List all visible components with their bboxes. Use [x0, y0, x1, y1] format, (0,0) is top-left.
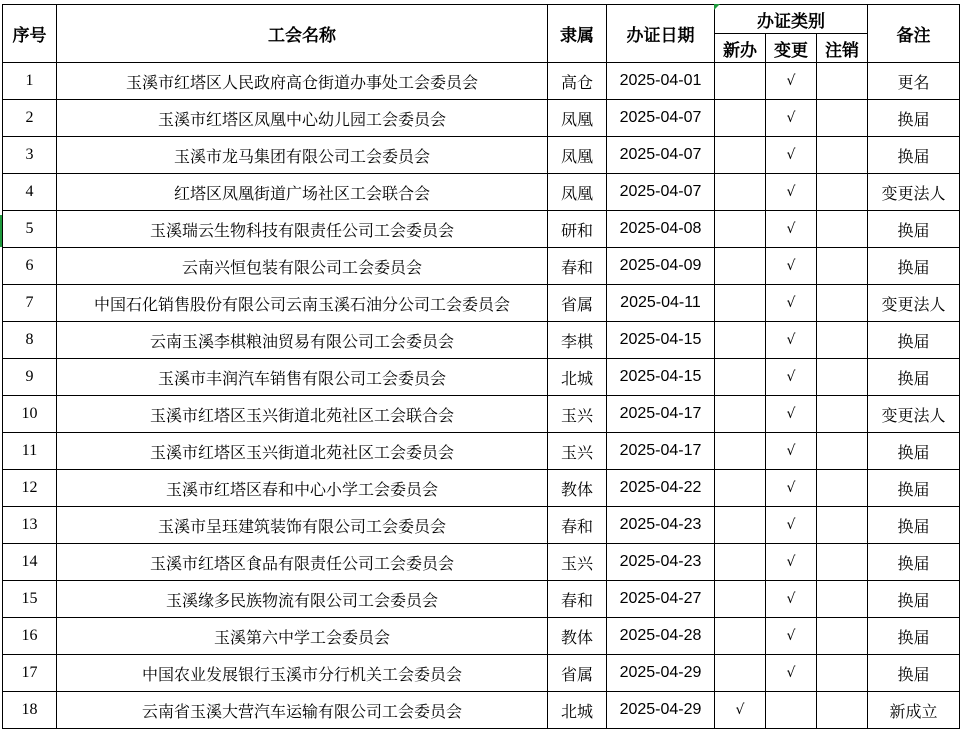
table-row: [3, 581, 960, 618]
cell-date[interactable]: 2025-04-29: [607, 655, 715, 692]
cell-remark[interactable]: 换届: [868, 100, 960, 137]
table-row: [3, 433, 960, 470]
cell-seq[interactable]: 3: [3, 137, 57, 174]
cell-union-name[interactable]: 玉溪瑞云生物科技有限责任公司工会委员会: [57, 211, 548, 248]
cell-union-name[interactable]: 中国石化销售股份有限公司云南玉溪石油分公司工会委员会: [57, 285, 548, 322]
cell-category-new[interactable]: [715, 507, 766, 544]
cell-date[interactable]: 2025-04-28: [607, 618, 715, 655]
cell-category-new[interactable]: [715, 285, 766, 322]
cell-date[interactable]: 2025-04-07: [607, 100, 715, 137]
cell-category-change[interactable]: √: [766, 655, 817, 692]
cell-category-new[interactable]: [715, 544, 766, 581]
header-category[interactable]: 办证类别: [715, 5, 868, 34]
cell-union-name[interactable]: 玉溪市红塔区人民政府高仓街道办事处工会委员会: [57, 63, 548, 100]
cell-category-change[interactable]: √: [766, 211, 817, 248]
cell-seq[interactable]: 5: [3, 211, 57, 248]
header-affiliation[interactable]: 隶属: [548, 5, 607, 63]
cell-affiliation[interactable]: 凤凰: [548, 137, 607, 174]
table-row: [3, 285, 960, 322]
cell-union-name[interactable]: 玉溪市呈珏建筑装饰有限公司工会委员会: [57, 507, 548, 544]
table-row: [3, 544, 960, 581]
table-row: [3, 655, 960, 692]
table-row: [3, 396, 960, 433]
cell-date[interactable]: 2025-04-08: [607, 211, 715, 248]
cell-remark[interactable]: 换届: [868, 248, 960, 285]
table-row: [3, 359, 960, 396]
cell-remark[interactable]: 换届: [868, 137, 960, 174]
cell-union-name[interactable]: 玉溪市红塔区凤凰中心幼儿园工会委员会: [57, 100, 548, 137]
cell-union-name[interactable]: 玉溪市红塔区玉兴街道北苑社区工会联合会: [57, 396, 548, 433]
cell-category-new[interactable]: [715, 433, 766, 470]
cell-category-new[interactable]: [715, 470, 766, 507]
cell-category-cancel[interactable]: [817, 211, 868, 248]
cell-seq[interactable]: 6: [3, 248, 57, 285]
cell-remark[interactable]: 更名: [868, 63, 960, 100]
header-category-new[interactable]: 新办: [715, 34, 766, 63]
table-row: [3, 248, 960, 285]
cell-affiliation[interactable]: 教体: [548, 470, 607, 507]
cell-seq[interactable]: 12: [3, 470, 57, 507]
cell-union-name[interactable]: 玉溪市龙马集团有限公司工会委员会: [57, 137, 548, 174]
cell-union-name[interactable]: 云南玉溪李棋粮油贸易有限公司工会委员会: [57, 322, 548, 359]
cell-category-cancel[interactable]: [817, 174, 868, 211]
cell-category-new[interactable]: [715, 248, 766, 285]
cell-remark[interactable]: 换届: [868, 322, 960, 359]
cell-date[interactable]: 2025-04-17: [607, 396, 715, 433]
cell-category-change[interactable]: √: [766, 396, 817, 433]
header-name[interactable]: 工会名称: [57, 5, 548, 63]
cell-category-cancel[interactable]: [817, 618, 868, 655]
cell-seq[interactable]: 2: [3, 100, 57, 137]
cell-affiliation[interactable]: 凤凰: [548, 174, 607, 211]
cell-seq[interactable]: 17: [3, 655, 57, 692]
cell-category-new[interactable]: [715, 655, 766, 692]
cell-category-change[interactable]: √: [766, 137, 817, 174]
cell-category-change[interactable]: √: [766, 63, 817, 100]
cell-union-name[interactable]: 云南兴恒包装有限公司工会委员会: [57, 248, 548, 285]
cell-seq[interactable]: 15: [3, 581, 57, 618]
cell-affiliation[interactable]: 凤凰: [548, 100, 607, 137]
cell-seq[interactable]: 10: [3, 396, 57, 433]
cell-remark[interactable]: 换届: [868, 433, 960, 470]
cell-date[interactable]: 2025-04-23: [607, 507, 715, 544]
cell-affiliation[interactable]: 春和: [548, 507, 607, 544]
table-row: [3, 100, 960, 137]
cell-category-change[interactable]: √: [766, 618, 817, 655]
cell-category-change[interactable]: √: [766, 544, 817, 581]
cell-category-cancel[interactable]: [817, 137, 868, 174]
cell-union-name[interactable]: 玉溪市红塔区春和中心小学工会委员会: [57, 470, 548, 507]
cell-union-name[interactable]: 玉溪市红塔区玉兴街道北苑社区工会委员会: [57, 433, 548, 470]
cell-affiliation[interactable]: 教体: [548, 618, 607, 655]
cell-affiliation[interactable]: 李棋: [548, 322, 607, 359]
cell-category-change[interactable]: √: [766, 470, 817, 507]
cell-affiliation[interactable]: 北城: [548, 692, 607, 729]
cell-comment-marker: [714, 4, 720, 10]
union-certificate-table: [2, 4, 960, 729]
cell-category-new[interactable]: [715, 396, 766, 433]
cell-category-new[interactable]: [715, 618, 766, 655]
cell-date[interactable]: 2025-04-17: [607, 433, 715, 470]
cell-category-change[interactable]: √: [766, 433, 817, 470]
cell-remark[interactable]: 换届: [868, 211, 960, 248]
cell-category-change[interactable]: √: [766, 285, 817, 322]
cell-category-cancel[interactable]: [817, 581, 868, 618]
header-seq[interactable]: 序号: [3, 5, 57, 63]
cell-category-cancel[interactable]: [817, 655, 868, 692]
cell-remark[interactable]: 变更法人: [868, 285, 960, 322]
cell-date[interactable]: 2025-04-07: [607, 174, 715, 211]
cell-affiliation[interactable]: 玉兴: [548, 544, 607, 581]
cell-remark[interactable]: 变更法人: [868, 396, 960, 433]
table-row: [3, 692, 960, 729]
cell-affiliation[interactable]: 研和: [548, 211, 607, 248]
cell-date[interactable]: 2025-04-11: [607, 285, 715, 322]
cell-date[interactable]: 2025-04-09: [607, 248, 715, 285]
cell-seq[interactable]: 8: [3, 322, 57, 359]
cell-category-cancel[interactable]: [817, 433, 868, 470]
cell-category-cancel[interactable]: [817, 63, 868, 100]
cell-union-name[interactable]: 红塔区凤凰街道广场社区工会联合会: [57, 174, 548, 211]
cell-category-cancel[interactable]: [817, 470, 868, 507]
cell-category-change[interactable]: √: [766, 359, 817, 396]
cell-seq[interactable]: 7: [3, 285, 57, 322]
cell-union-name[interactable]: 玉溪第六中学工会委员会: [57, 618, 548, 655]
cell-union-name[interactable]: 中国农业发展银行玉溪市分行机关工会委员会: [57, 655, 548, 692]
cell-remark[interactable]: 换届: [868, 359, 960, 396]
table-row: [3, 174, 960, 211]
cell-remark[interactable]: 换届: [868, 618, 960, 655]
cell-date[interactable]: 2025-04-27: [607, 581, 715, 618]
cell-union-name[interactable]: 玉溪市红塔区食品有限责任公司工会委员会: [57, 544, 548, 581]
cell-category-change[interactable]: √: [766, 581, 817, 618]
table-row: [3, 63, 960, 100]
cell-category-change[interactable]: √: [766, 322, 817, 359]
table-row: [3, 618, 960, 655]
cell-category-new[interactable]: [715, 137, 766, 174]
cell-remark[interactable]: 换届: [868, 544, 960, 581]
cell-union-name[interactable]: 玉溪市丰润汽车销售有限公司工会委员会: [57, 359, 548, 396]
cell-category-new[interactable]: [715, 63, 766, 100]
cell-category-change[interactable]: [766, 692, 817, 729]
cell-seq[interactable]: 14: [3, 544, 57, 581]
table-row: [3, 137, 960, 174]
table-row: [3, 507, 960, 544]
cell-date[interactable]: 2025-04-15: [607, 359, 715, 396]
cell-affiliation[interactable]: 玉兴: [548, 396, 607, 433]
cell-category-new[interactable]: [715, 100, 766, 137]
cell-category-new[interactable]: [715, 211, 766, 248]
cell-affiliation[interactable]: 春和: [548, 248, 607, 285]
cell-seq[interactable]: 11: [3, 433, 57, 470]
cell-category-cancel[interactable]: [817, 100, 868, 137]
cell-remark[interactable]: 换届: [868, 655, 960, 692]
cell-remark[interactable]: 换届: [868, 581, 960, 618]
cell-affiliation[interactable]: 玉兴: [548, 433, 607, 470]
cell-category-new[interactable]: [715, 359, 766, 396]
cell-seq[interactable]: 4: [3, 174, 57, 211]
table-row: [3, 322, 960, 359]
cell-category-change[interactable]: √: [766, 248, 817, 285]
cell-category-cancel[interactable]: [817, 507, 868, 544]
cell-category-cancel[interactable]: [817, 396, 868, 433]
header-category-cancel[interactable]: 注销: [817, 34, 868, 63]
cell-remark[interactable]: 新成立: [868, 692, 960, 729]
cell-seq[interactable]: 16: [3, 618, 57, 655]
cell-affiliation[interactable]: 北城: [548, 359, 607, 396]
cell-date[interactable]: 2025-04-01: [607, 63, 715, 100]
cell-category-cancel[interactable]: [817, 248, 868, 285]
cell-date[interactable]: 2025-04-23: [607, 544, 715, 581]
cell-seq[interactable]: 9: [3, 359, 57, 396]
table-row: [3, 211, 960, 248]
cell-category-cancel[interactable]: [817, 285, 868, 322]
cell-category-cancel[interactable]: [817, 544, 868, 581]
cell-remark[interactable]: 换届: [868, 470, 960, 507]
cell-remark[interactable]: 变更法人: [868, 174, 960, 211]
header-date[interactable]: 办证日期: [607, 5, 715, 63]
cell-category-new[interactable]: [715, 581, 766, 618]
cell-category-cancel[interactable]: [817, 322, 868, 359]
cell-union-name[interactable]: 玉溪缘多民族物流有限公司工会委员会: [57, 581, 548, 618]
cell-affiliation[interactable]: 高仓: [548, 63, 607, 100]
header-remark[interactable]: 备注: [868, 5, 960, 63]
cell-date[interactable]: 2025-04-07: [607, 137, 715, 174]
cell-seq[interactable]: 18: [3, 692, 57, 729]
cell-date[interactable]: 2025-04-22: [607, 470, 715, 507]
cell-affiliation[interactable]: 春和: [548, 581, 607, 618]
cell-remark[interactable]: 换届: [868, 507, 960, 544]
cell-category-new[interactable]: [715, 174, 766, 211]
cell-category-new[interactable]: [715, 322, 766, 359]
cell-category-new[interactable]: √: [715, 692, 766, 729]
cell-affiliation[interactable]: 省属: [548, 285, 607, 322]
cell-date[interactable]: 2025-04-15: [607, 322, 715, 359]
cell-category-cancel[interactable]: [817, 359, 868, 396]
cell-category-change[interactable]: √: [766, 100, 817, 137]
cell-date[interactable]: 2025-04-29: [607, 692, 715, 729]
cell-union-name[interactable]: 云南省玉溪大营汽车运输有限公司工会委员会: [57, 692, 548, 729]
cell-category-cancel[interactable]: [817, 692, 868, 729]
cell-category-change[interactable]: √: [766, 174, 817, 211]
cell-seq[interactable]: 13: [3, 507, 57, 544]
cell-seq[interactable]: 1: [3, 63, 57, 100]
cell-category-change[interactable]: √: [766, 507, 817, 544]
cell-affiliation[interactable]: 省属: [548, 655, 607, 692]
header-category-change[interactable]: 变更: [766, 34, 817, 63]
table-row: [3, 470, 960, 507]
